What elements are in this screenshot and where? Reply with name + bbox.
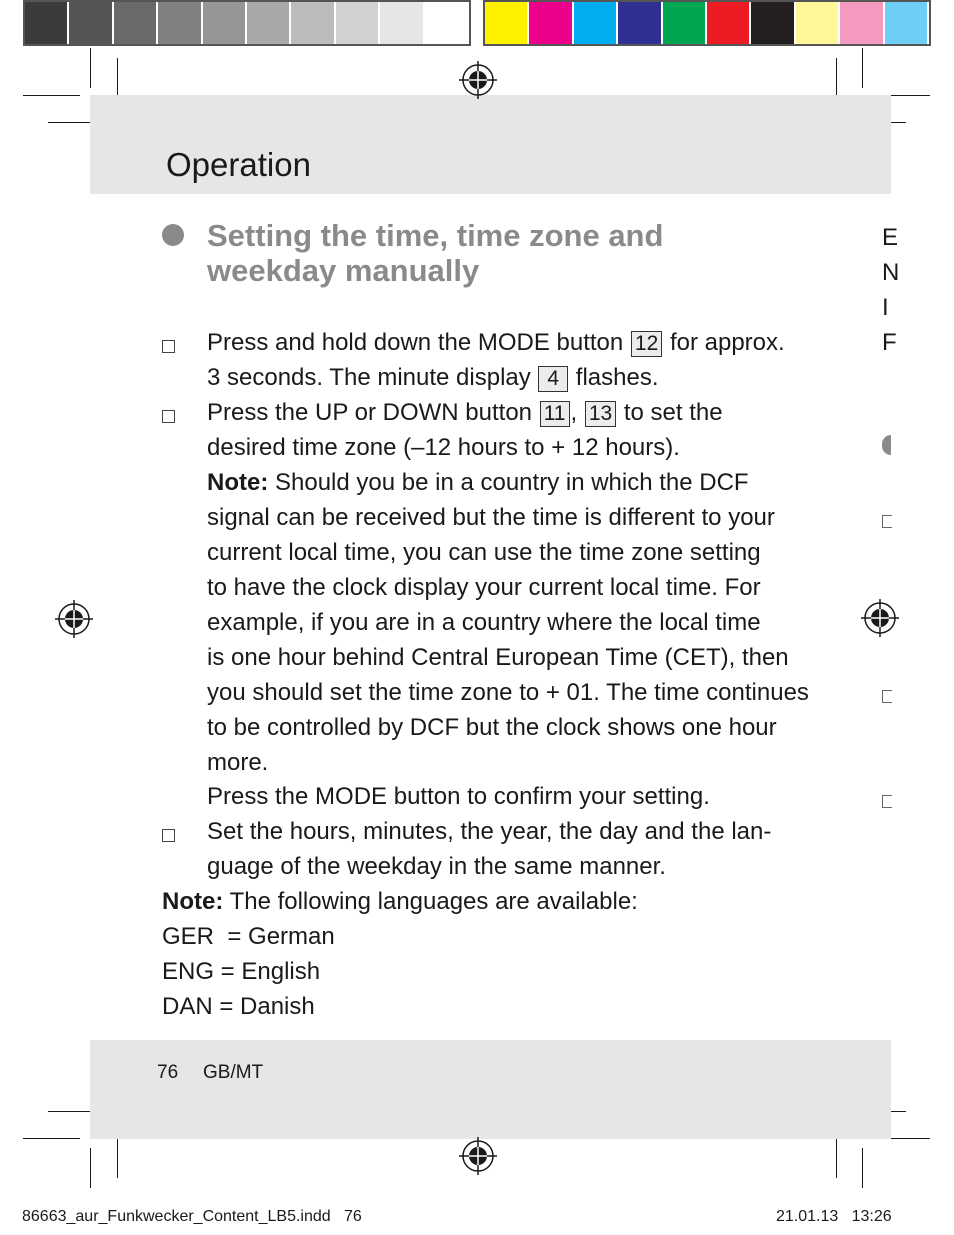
step-3-line-2: guage of the weekday in the same manner. bbox=[207, 853, 666, 880]
language-item: DAN = Danish bbox=[162, 993, 315, 1020]
ref-number: 12 bbox=[631, 331, 662, 357]
gray-swatch bbox=[380, 2, 424, 44]
separator: , bbox=[570, 399, 578, 426]
checkbox-icon bbox=[882, 690, 892, 703]
language-item: GER = German bbox=[162, 923, 335, 950]
gray-swatch bbox=[69, 2, 113, 44]
color-swatch bbox=[529, 2, 573, 44]
gray-swatch bbox=[425, 2, 469, 44]
step-text: 3 seconds. The minute display bbox=[207, 364, 531, 391]
registration-mark-icon bbox=[861, 599, 899, 637]
step-text: for approx. bbox=[669, 329, 785, 356]
note-line-3: current local time, you can use the time zone setting bbox=[207, 539, 761, 566]
note-text: Should you be in a country in which the DCF bbox=[275, 469, 749, 496]
step-text: Press the UP or DOWN button bbox=[207, 399, 533, 426]
gray-swatch bbox=[336, 2, 380, 44]
gray-swatch bbox=[114, 2, 158, 44]
confirm-line: Press the MODE button to confirm your setting. bbox=[207, 783, 710, 810]
gray-swatch bbox=[291, 2, 335, 44]
note-line-4: to have the clock display your current local time. For bbox=[207, 574, 761, 601]
slug-filename: 86663_aur_Funkwecker_Content_LB5.indd 76 bbox=[22, 1208, 362, 1225]
bullet-icon bbox=[162, 224, 184, 246]
color-swatch bbox=[707, 2, 751, 44]
heading-text: Setting the time, time zone and weekday manually bbox=[207, 218, 664, 288]
color-swatch bbox=[751, 2, 795, 44]
step-text: flashes. bbox=[575, 364, 659, 391]
registration-mark-icon bbox=[55, 600, 93, 638]
slug-datetime: 21.01.13 13:26 bbox=[776, 1208, 892, 1225]
bullet-icon bbox=[882, 435, 891, 455]
page-number: 76 bbox=[157, 1062, 179, 1083]
step-text: to set the bbox=[623, 399, 723, 426]
gray-swatch bbox=[247, 2, 291, 44]
section-title: Operation bbox=[166, 146, 311, 183]
color-swatch bbox=[574, 2, 618, 44]
note-line-6: is one hour behind Central European Time (CET), then bbox=[207, 644, 789, 671]
color-swatch bbox=[618, 2, 662, 44]
color-swatch bbox=[796, 2, 840, 44]
note-line-2: signal can be received but the time is different to your bbox=[207, 504, 775, 531]
color-swatch bbox=[840, 2, 884, 44]
note-label: Note: bbox=[162, 888, 224, 915]
step-2-line-1 bbox=[207, 395, 723, 430]
checkbox-icon bbox=[162, 410, 175, 423]
languages-note bbox=[162, 884, 638, 919]
note-line-8: to be controlled by DCF but the clock shows one hour bbox=[207, 714, 777, 741]
note-line-7: you should set the time zone to + 01. The time continues bbox=[207, 679, 809, 706]
note-label: Note: bbox=[207, 469, 269, 496]
checkbox-icon bbox=[162, 340, 175, 353]
color-scale-bar bbox=[483, 0, 931, 46]
checkbox-icon bbox=[882, 795, 892, 808]
next-page-fragment: F bbox=[882, 329, 897, 356]
ref-number: 13 bbox=[585, 401, 616, 427]
checkbox-icon bbox=[162, 829, 175, 842]
note-text: The following languages are available: bbox=[229, 888, 638, 915]
color-swatch bbox=[885, 2, 929, 44]
checkbox-icon bbox=[882, 515, 892, 528]
gray-swatch bbox=[203, 2, 247, 44]
step-text: Press and hold down the MODE button bbox=[207, 329, 624, 356]
note-line-9: more. bbox=[207, 749, 269, 776]
next-page-fragment: E bbox=[882, 224, 899, 251]
language-item: ENG = English bbox=[162, 958, 321, 985]
registration-mark-icon bbox=[459, 61, 497, 99]
ref-number: 11 bbox=[540, 401, 570, 427]
ref-number: 4 bbox=[538, 366, 568, 392]
color-swatch bbox=[663, 2, 707, 44]
footer-band bbox=[90, 1040, 891, 1139]
note-line-5: example, if you are in a country where the local time bbox=[207, 609, 761, 636]
gray-swatch bbox=[25, 2, 69, 44]
step-1-line-1 bbox=[207, 325, 785, 360]
gray-swatch bbox=[158, 2, 202, 44]
step-1-line-2 bbox=[207, 360, 659, 395]
next-page-fragment: N bbox=[882, 259, 900, 286]
region-label: GB/MT bbox=[203, 1062, 264, 1083]
next-page-fragment: I bbox=[882, 294, 889, 321]
registration-mark-icon bbox=[459, 1137, 497, 1175]
note-line-1 bbox=[207, 465, 749, 500]
step-3-line-1: Set the hours, minutes, the year, the day and the lan- bbox=[207, 818, 772, 845]
color-swatch bbox=[485, 2, 529, 44]
step-2-line-2: desired time zone (–12 hours to + 12 hours). bbox=[207, 434, 680, 461]
gray-scale-bar bbox=[23, 0, 471, 46]
